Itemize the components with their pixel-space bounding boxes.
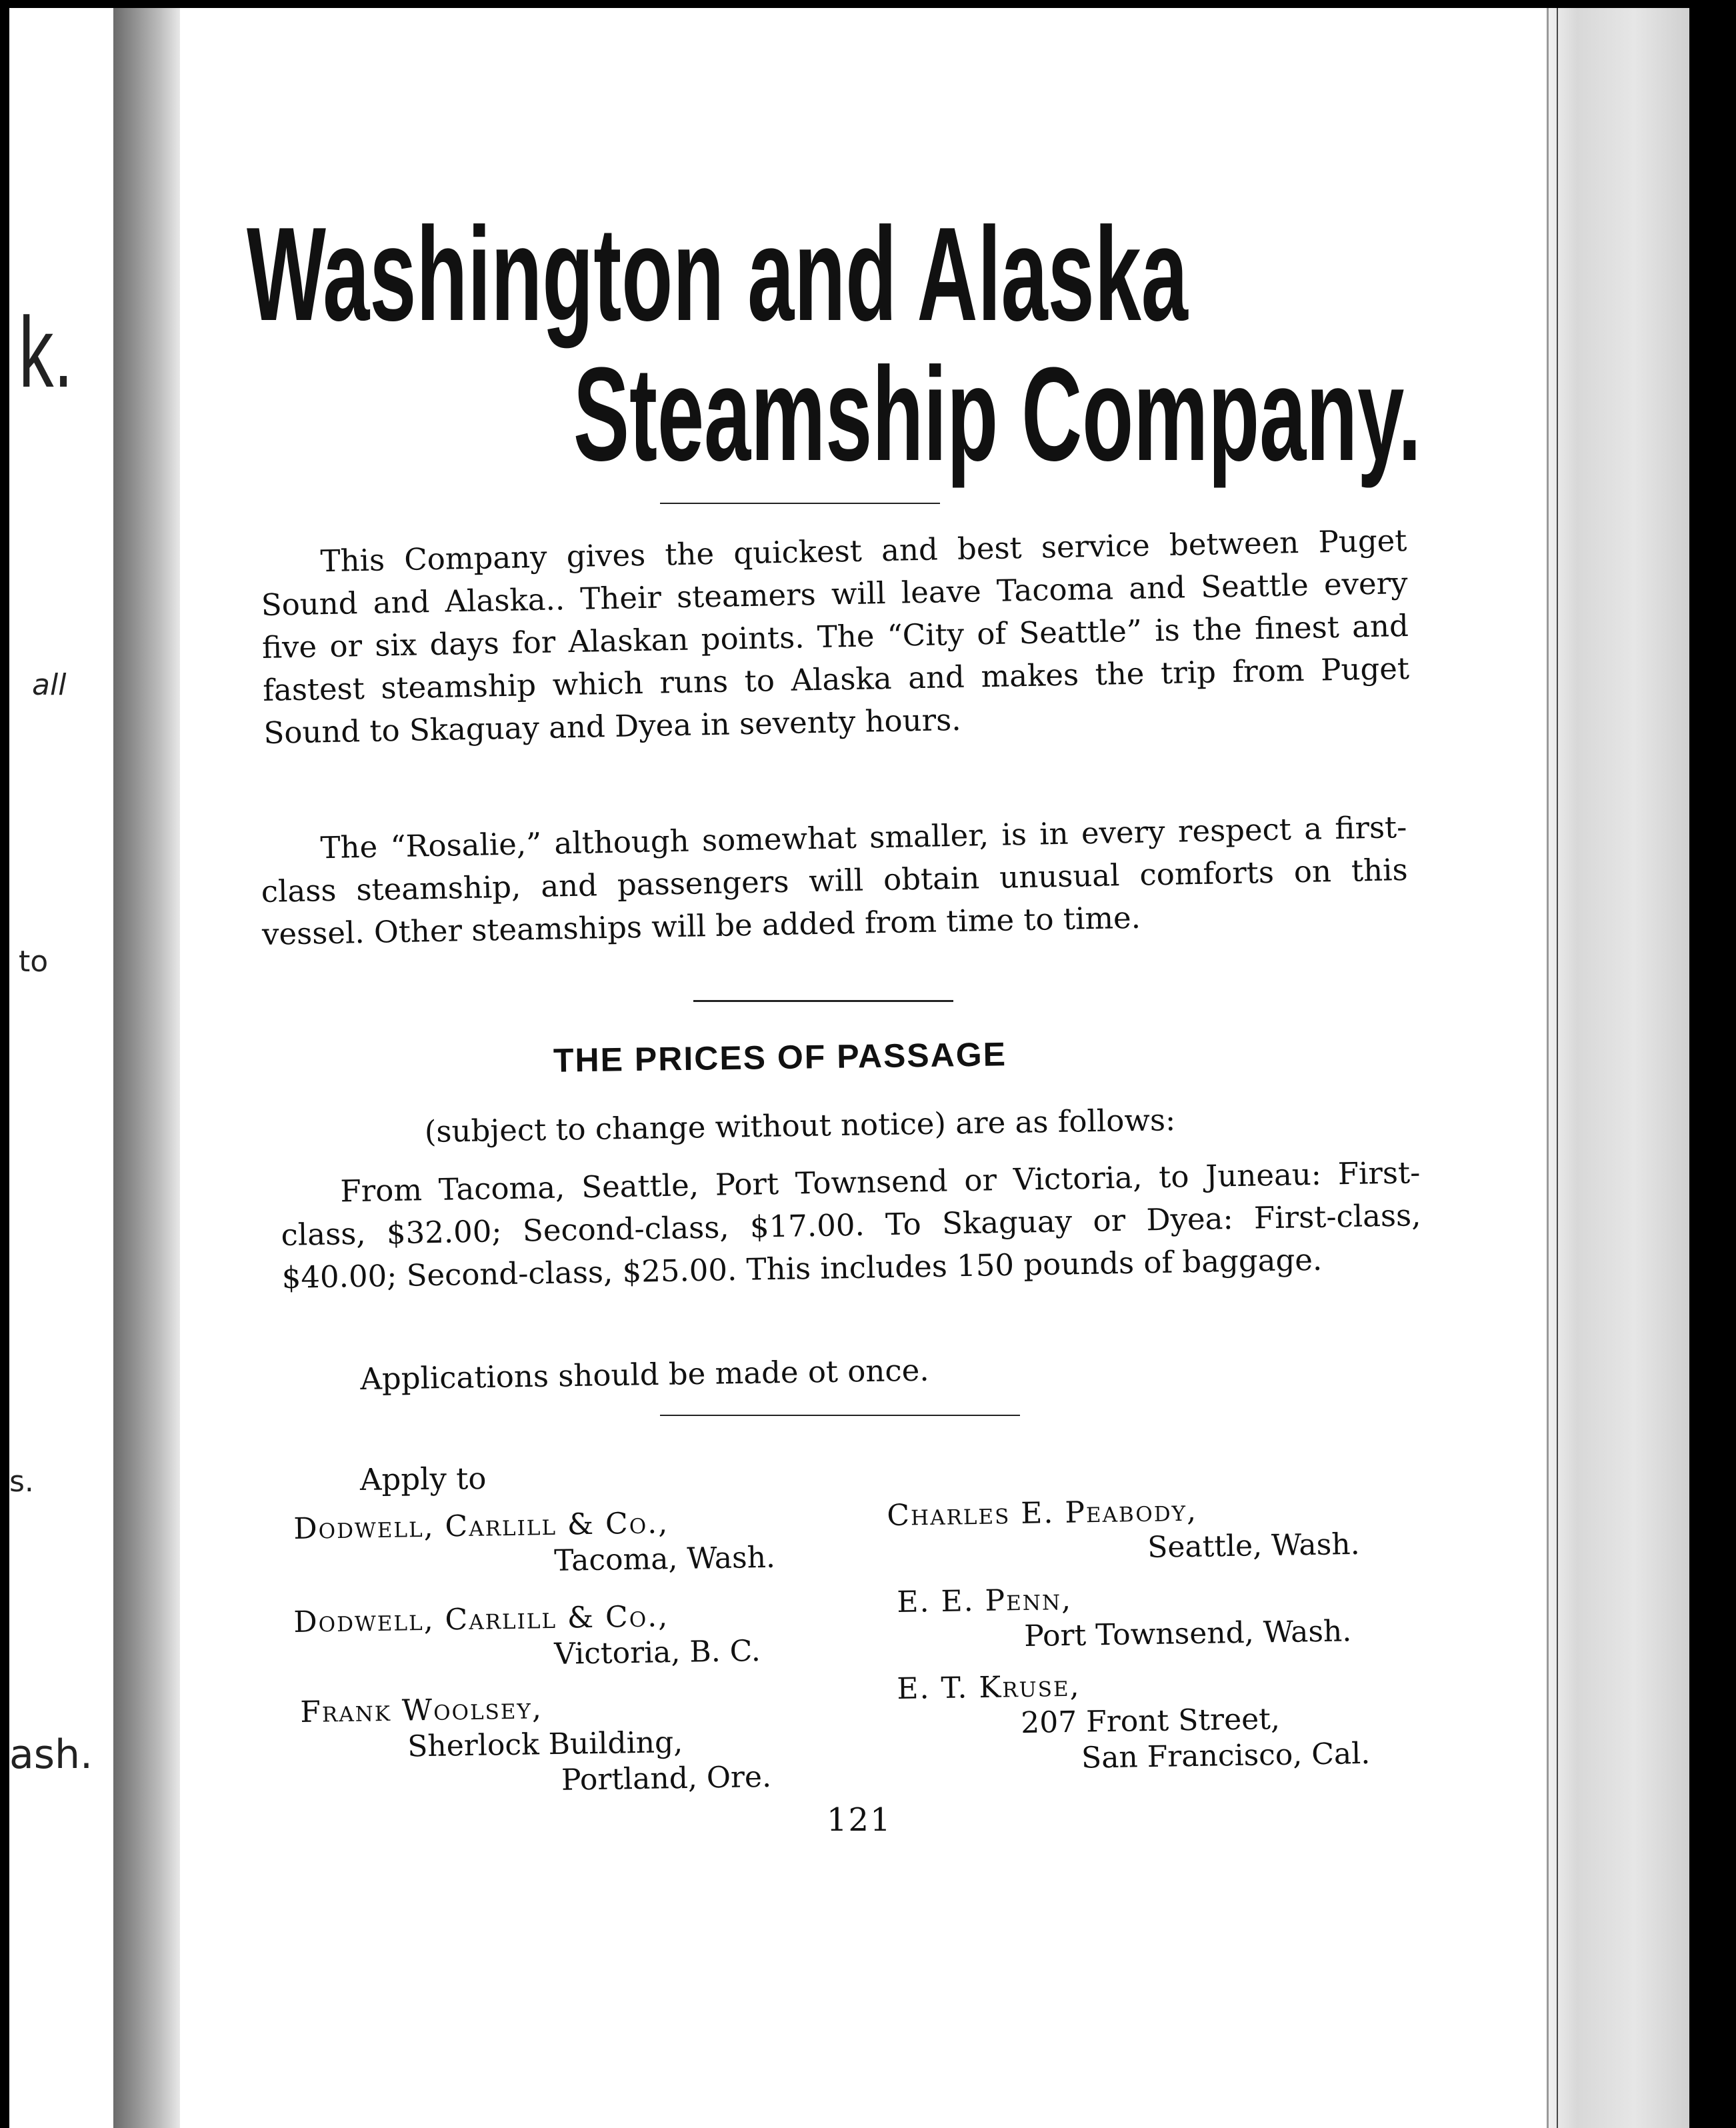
book-gutter bbox=[113, 8, 180, 2128]
agent-address-line: Seattle, Wash. bbox=[1147, 1527, 1360, 1565]
page-number: 121 bbox=[827, 1801, 892, 1839]
scan-border-right bbox=[1689, 0, 1736, 2128]
agent-name: Charles E. Peabody, bbox=[887, 1493, 1198, 1533]
divider-rule bbox=[693, 1000, 953, 1002]
page-edge-right bbox=[1547, 8, 1691, 2128]
agent-name: Frank Woolsey, bbox=[300, 1691, 543, 1729]
agent-entry bbox=[293, 1504, 775, 1583]
agent-entry bbox=[897, 1664, 1371, 1779]
previous-page-fragment: to bbox=[19, 945, 49, 979]
agent-address-line: Sherlock Building, bbox=[407, 1725, 683, 1764]
page-title-line-1: Washington and Alaska bbox=[247, 200, 1188, 349]
previous-page-edge bbox=[9, 8, 113, 2128]
scan-border-left bbox=[0, 0, 9, 2128]
previous-page-fragment: k. bbox=[19, 296, 73, 408]
page-edge-line bbox=[1557, 8, 1558, 2128]
paragraph-rosalie: The “Rosalie,” although somewhat smaller, is in every respect a first-class steamship, and passengers will obtain unusual comforts on this vessel. Other steamships will be added from time to time. bbox=[261, 809, 1409, 952]
apply-to-label: Apply to bbox=[359, 1461, 487, 1497]
divider-rule bbox=[660, 503, 940, 504]
agent-address-line: Port Townsend, Wash. bbox=[1023, 1614, 1352, 1654]
agent-entry bbox=[300, 1687, 771, 1803]
prices-body: From Tacoma, Seattle, Port Townsend or Victoria, to Juneau: First-class, $32.00; Second-class, $17.00. To Skaguay or Dyea: First-class, $40.00; Second-class, $25.00. This includes 150 pounds of baggage. bbox=[281, 1155, 1421, 1295]
agent-entry bbox=[293, 1597, 761, 1677]
applications-note: Applications should be made ot once. bbox=[360, 1352, 929, 1397]
prices-heading: THE PRICES OF PASSAGE bbox=[553, 1035, 1007, 1079]
agent-name: E. E. Penn, bbox=[897, 1582, 1073, 1619]
agent-entry bbox=[897, 1577, 1352, 1657]
agent-address-line: San Francisco, Cal. bbox=[1081, 1736, 1371, 1775]
scan-border-top bbox=[0, 0, 1736, 8]
agent-address-line: Tacoma, Wash. bbox=[553, 1540, 776, 1578]
divider-rule bbox=[660, 1415, 1020, 1416]
agent-entry bbox=[887, 1491, 1360, 1570]
agent-address-line: Portland, Ore. bbox=[561, 1759, 772, 1797]
agent-name: Dodwell, Carlill & Co., bbox=[293, 1506, 669, 1546]
agent-name: Dodwell, Carlill & Co., bbox=[293, 1599, 669, 1639]
paragraph-service: This Company gives the quickest and best service between Puget Sound and Alaska.. Their steamers will leave Tacoma and Seattle every five or six days for Alaskan points. The “City of Seattle” is the finest and fastest steamship which runs to Alaska and makes the trip from Puget Sound to Skaguay and Dyea in seventy hours. bbox=[261, 522, 1410, 751]
prices-subheading: (subject to change without notice) are as follows: bbox=[424, 1102, 1176, 1149]
agent-address-line: Victoria, B. C. bbox=[553, 1634, 761, 1671]
previous-page-fragment: all bbox=[32, 668, 67, 702]
page-title-line-2: Steamship Company. bbox=[573, 340, 1421, 489]
previous-page-fragment: ash. bbox=[9, 1731, 93, 1778]
previous-page-fragment: s. bbox=[9, 1465, 34, 1499]
page bbox=[180, 8, 1547, 2128]
agent-address-line: 207 Front Street, bbox=[1020, 1701, 1281, 1741]
agent-name: E. T. Kruse, bbox=[897, 1669, 1081, 1706]
